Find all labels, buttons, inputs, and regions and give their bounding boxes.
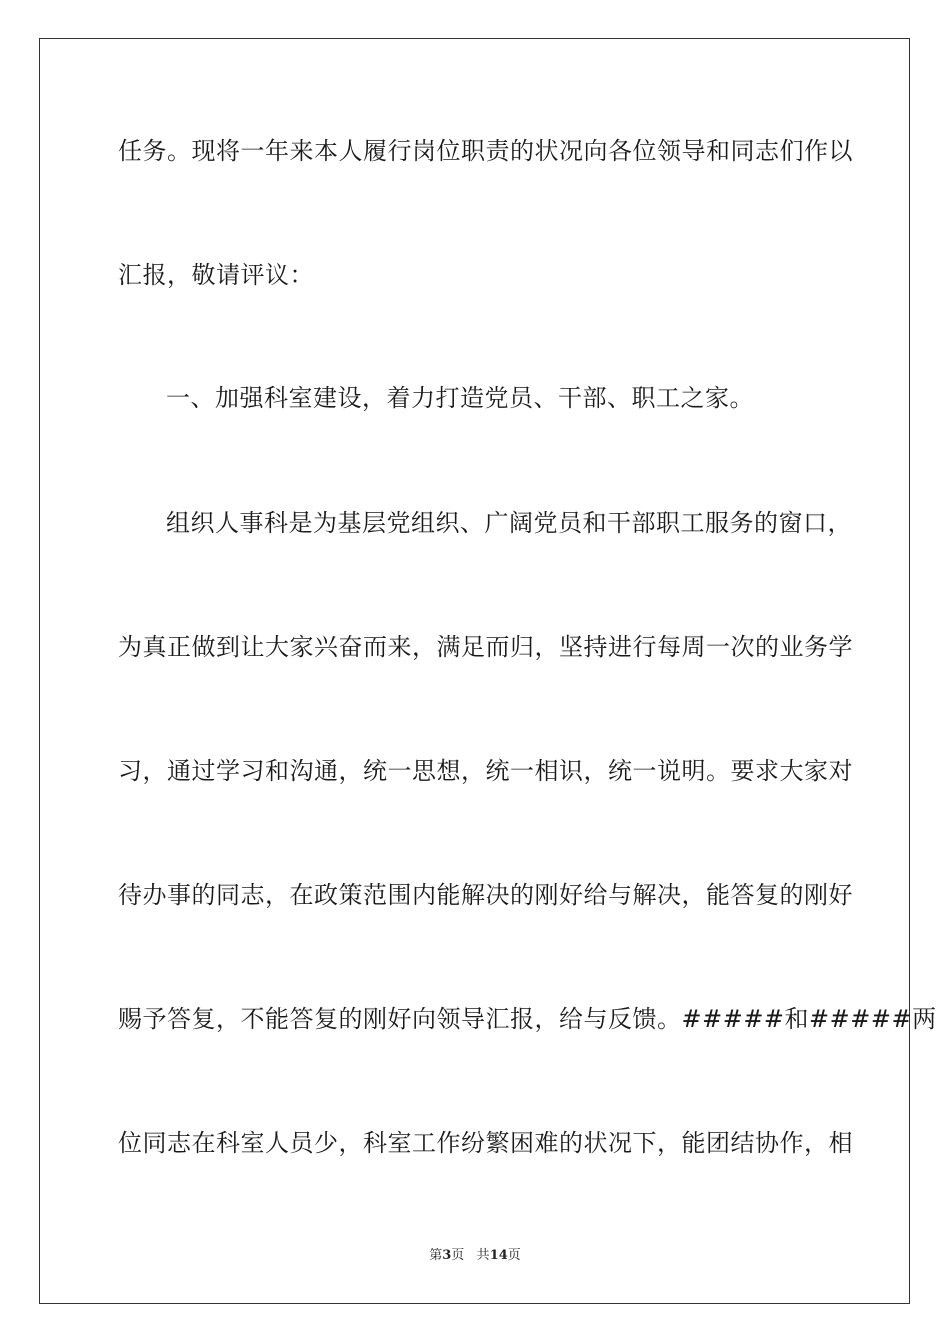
footer-total-pages: 14: [489, 1248, 508, 1263]
footer-prefix: 第: [429, 1248, 443, 1263]
body-line-5: 为真正做到让大家兴奋而来，满足而归，坚持进行每周一次的业务学: [118, 633, 853, 661]
footer-page-number: 3: [442, 1248, 452, 1263]
body-line-8: 赐予答复，不能答复的刚好向领导汇报，给与反馈。#####和#####两: [118, 1005, 937, 1033]
footer-total-suffix: 页: [507, 1248, 521, 1263]
body-line-4: 组织人事科是为基层党组织、广阔党员和干部职工服务的窗口，: [166, 509, 852, 537]
body-line-6: 习，通过学习和沟通，统一思想，统一相识，统一说明。要求大家对: [118, 757, 853, 785]
section-heading: 一、加强科室建设，着力打造党员、干部、职工之家。: [166, 384, 754, 412]
footer-page-suffix: 页: [451, 1248, 465, 1263]
page-footer: [0, 1248, 950, 1264]
footer-total-prefix: 共: [476, 1248, 490, 1263]
body-line-7: 待办事的同志，在政策范围内能解决的刚好给与解决，能答复的刚好: [118, 881, 853, 909]
body-line-2: 汇报，敬请评议：: [118, 261, 314, 289]
body-line-1: 任务。现将一年来本人履行岗位职责的状况向各位领导和同志们作以: [118, 137, 853, 165]
body-line-9: 位同志在科室人员少，科室工作纷繁困难的状况下，能团结协作，相: [118, 1129, 853, 1157]
page-border: [39, 38, 937, 1304]
